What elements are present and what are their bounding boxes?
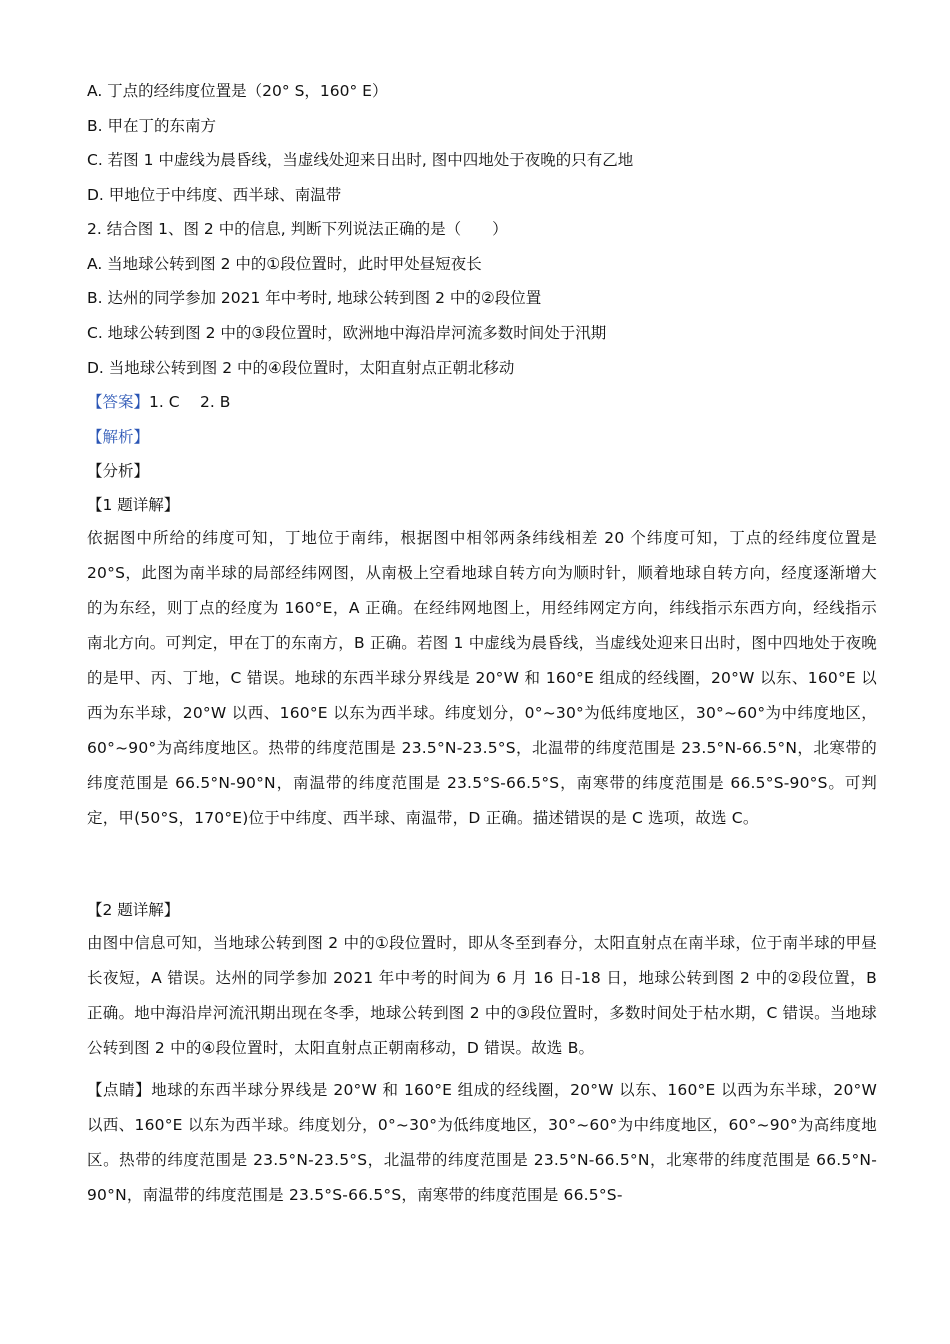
answer-line [87,392,877,412]
q2-stem: 2. 结合图 1、图 2 中的信息, 判断下列说法正确的是（ ） [87,220,508,238]
q1-option-b: B. 甲在丁的东南方 [87,117,216,135]
analysis-label: 【解析】 [87,428,150,446]
answer-label: 【答案】 [87,393,150,411]
detail2-text: 由图中信息可知，当地球公转到图 2 中的①段位置时，即从冬至到春分，太阳直射点在南半球，位于南半球的甲昼长夜短，A 错误。达州的同学参加 2021 年中考的时间为 6 月 16 日-18 日，地球公转到图 2 中的②段位置，B 正确。地中海沿岸河流汛期出现在冬季，地球公转到图 2 中的③段位置时，多数时间处于枯水期，C 错误。当地球公转到图 2 中的④段位置时，太阳直射点正朝南移动，D 错误。故选 B。 [87,934,877,1057]
q1-option-c: C. 若图 1 中虚线为晨昏线，当虚线处迎来日出时, 图中四地处于夜晚的只有乙地 [87,151,634,169]
dianjing-text: 地球的东西半球分界线是 20°W 和 160°E 组成的经线圈，20°W 以东、160°E 以西为东半球，20°W 以西、160°E 以东为西半球。纬度划分，0°~30°为低纬度地区，30°~60°为中纬度地区，60°~90°为高纬度地区。热带的纬度范围是 23.5°N-23.5°S，北温带的纬度范围是 23.5°N-66.5°N，北寒带的纬度范围是 66.5°N-90°N，南温带的纬度范围是 23.5°S-66.5°S，南寒带的纬度范围是 66.5°S- [87,1081,877,1204]
dianjing-paragraph [87,1073,877,1213]
detail2-label: 【2 题详解】 [87,901,180,919]
fenxi-label: 【分析】 [87,462,150,480]
q1-option-a: A. 丁点的经纬度位置是（20° S，160° E） [87,82,388,100]
q2-option-c: C. 地球公转到图 2 中的③段位置时，欧洲地中海沿岸河流多数时间处于汛期 [87,324,607,342]
answer-text: 1. C 2. B [149,393,231,411]
detail1-label: 【1 题详解】 [87,496,180,514]
dianjing-label: 【点睛】 [87,1081,152,1099]
q2-option-b: B. 达州的同学参加 2021 年中考时, 地球公转到图 2 中的②段位置 [87,289,542,307]
q1-option-d: D. 甲地位于中纬度、西半球、南温带 [87,186,342,204]
detail2-paragraph [87,926,877,1066]
detail1-paragraph [87,521,877,836]
detail1-text: 依据图中所给的纬度可知，丁地位于南纬，根据图中相邻两条纬线相差 20 个纬度可知，丁点的经纬度位置是 20°S，此图为南半球的局部经纬网图，从南极上空看地球自转方向为顺时针，顺着地球自转方向，经度逐渐增大的为东经，则丁点的经度为 160°E，A 正确。在经纬网地图上，用经纬网定方向，纬线指示东西方向，经线指示南北方向。可判定，甲在丁的东南方，B 正确。若图 1 中虚线为晨昏线，当虚线处迎来日出时，图中四地处于夜晚的是甲、丙、丁地，C 错误。地球的东西半球分界线是 20°W 和 160°E 组成的经线圈，20°W 以东、160°E 以西为东半球，20°W 以西、160°E 以东为西半球。纬度划分，0°~30°为低纬度地区，30°~60°为中纬度地区，60°~90°为高纬度地区。热带的纬度范围是 23.5°N-23.5°S，北温带的纬度范围是 23.5°N-66.5°N，北寒带的纬度范围是 66.5°N-90°N，南温带的纬度范围是 23.5°S-66.5°S，南寒带的纬度范围是 66.5°S-90°S。可判定，甲(50°S，170°E)位于中纬度、西半球、南温带，D 正确。描述错误的是 C 选项，故选 C。 [87,529,877,827]
q2-option-a: A. 当地球公转到图 2 中的①段位置时，此时甲处昼短夜长 [87,255,482,273]
q2-option-d: D. 当地球公转到图 2 中的④段位置时，太阳直射点正朝北移动 [87,359,515,377]
